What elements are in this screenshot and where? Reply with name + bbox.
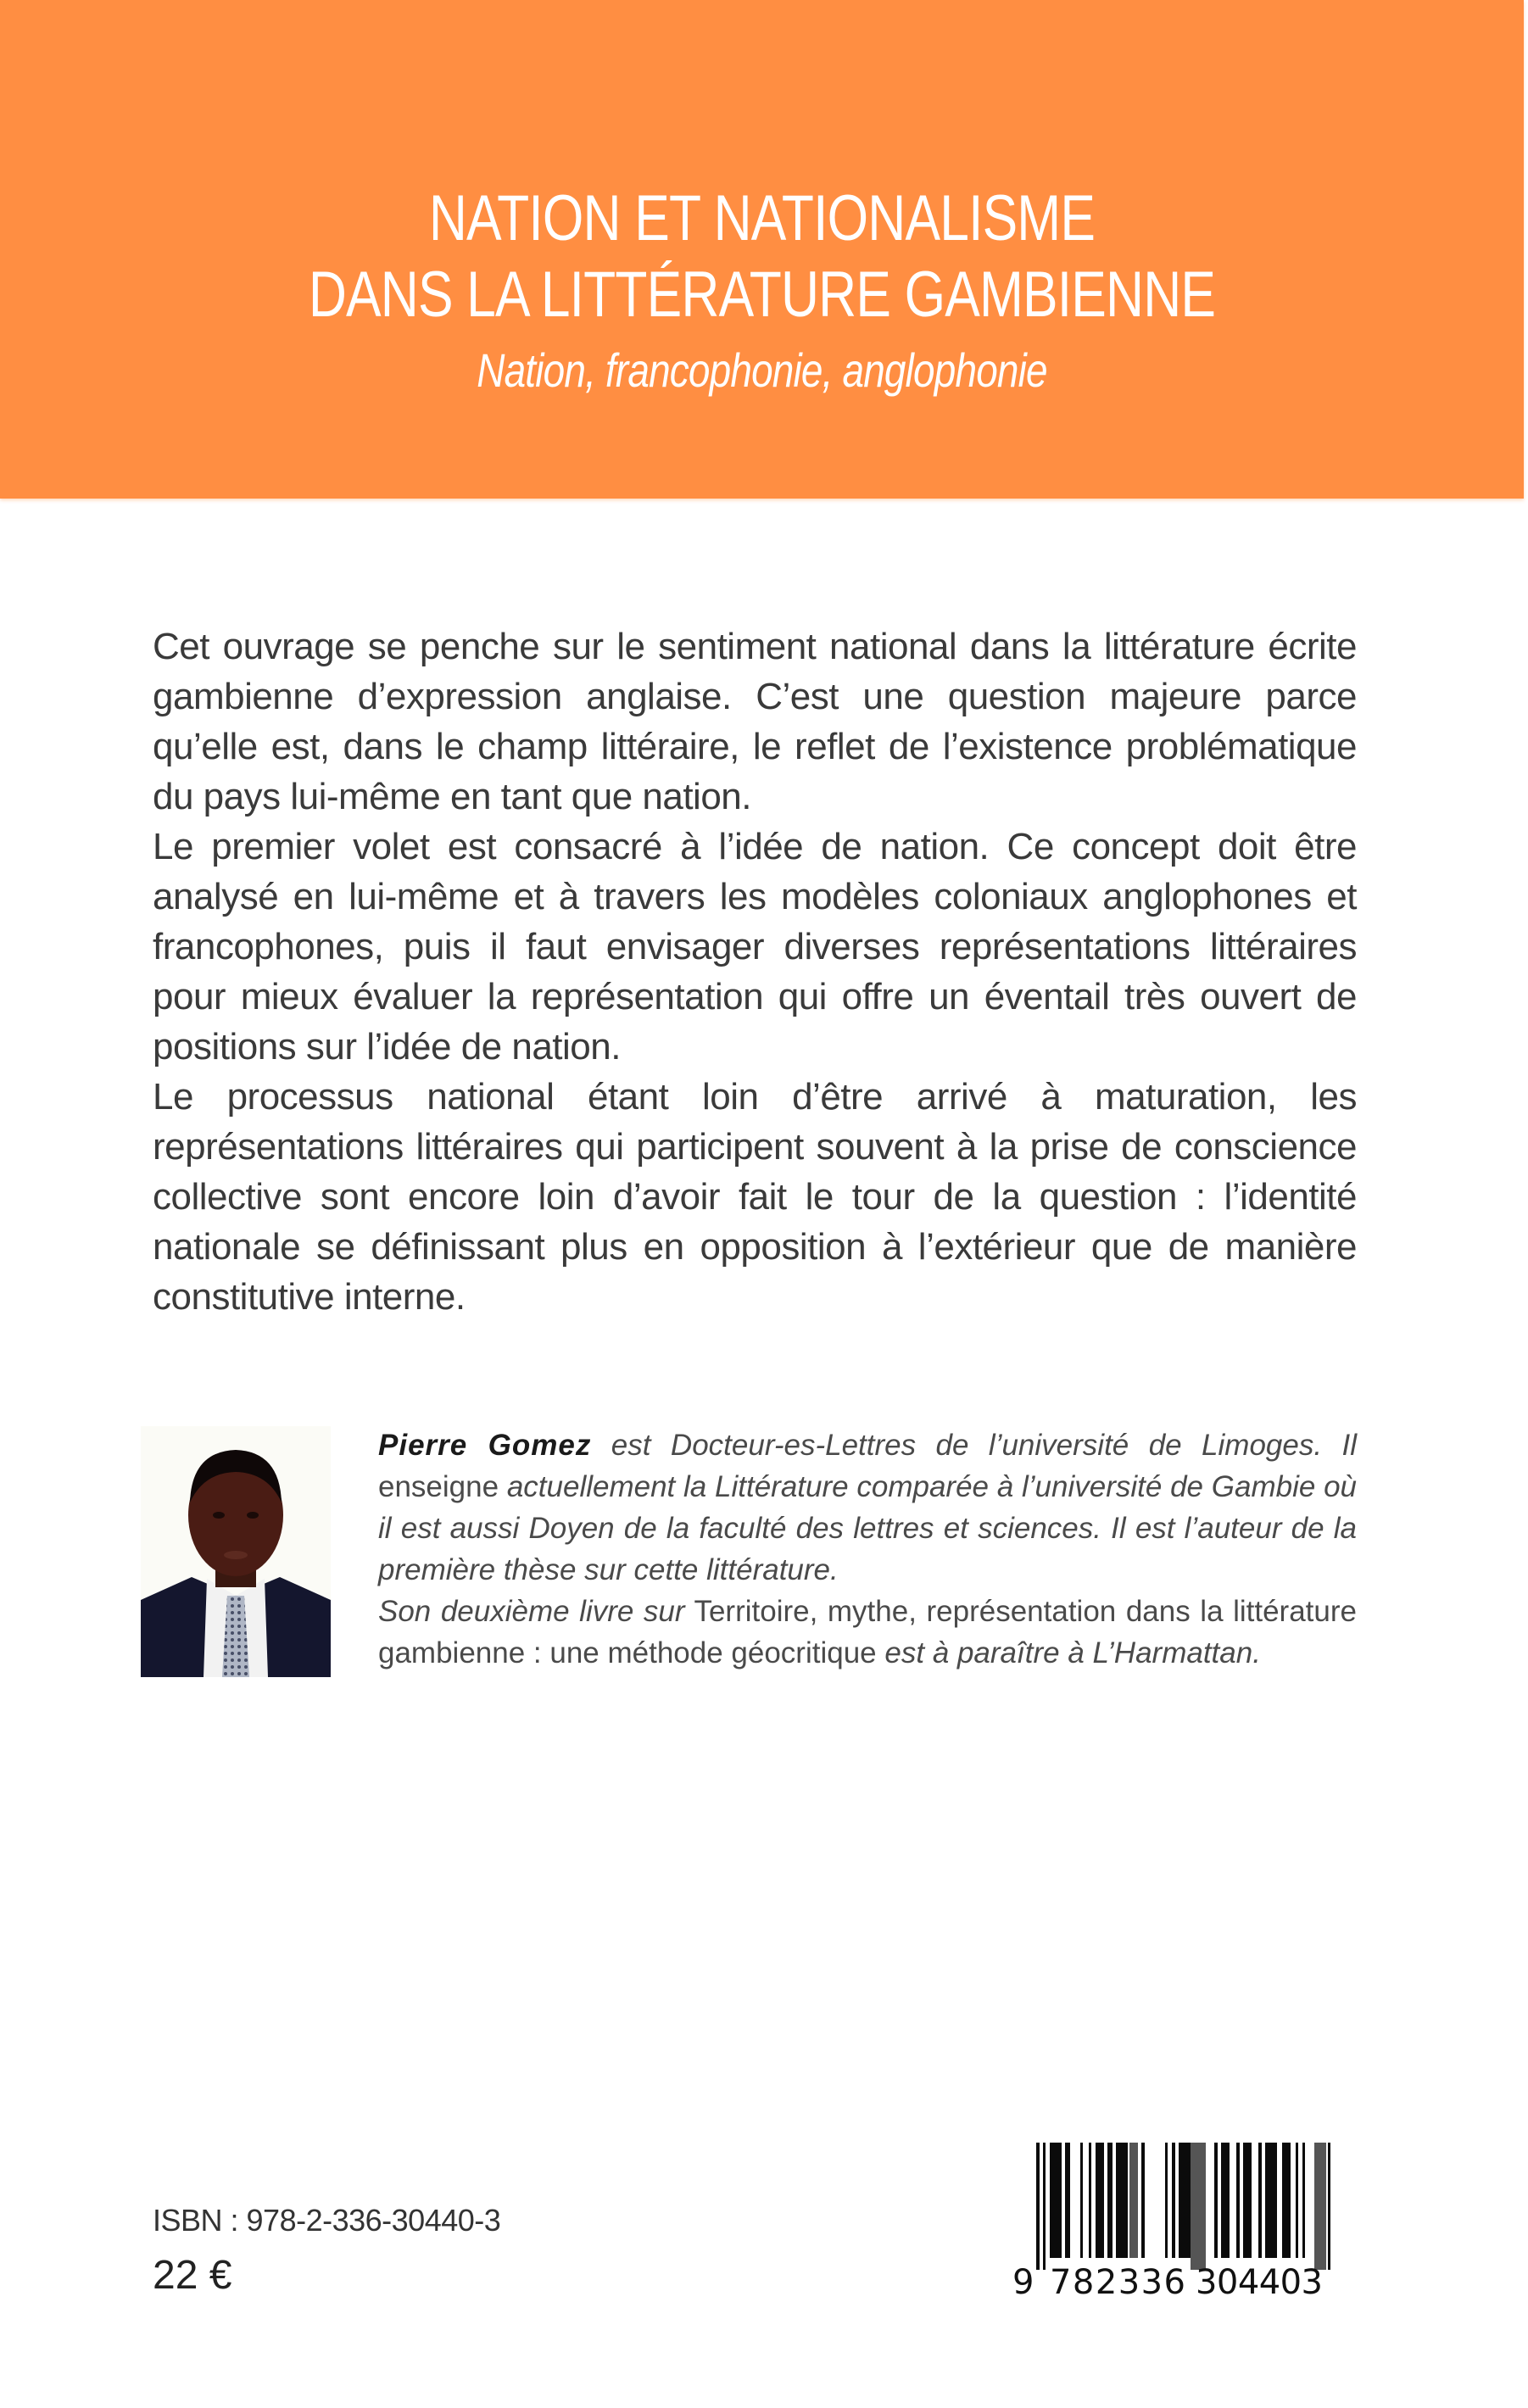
isbn: ISBN : 978-2-336-30440-3	[153, 2203, 501, 2238]
bio-text: actuellement la Littérature comparée à l’université de Gambie où il est aussi Doyen de la faculté des lettres et sciences. Il est l’auteur de la première thèse sur cette littérature.	[378, 1470, 1357, 1586]
barcode-digits-right: 304403	[1196, 2263, 1323, 2302]
book-title-line2: DANS LA LITTÉRATURE GAMBIENNE	[308, 259, 1216, 331]
book-subtitle: Nation, francophonie, anglophonie	[477, 343, 1047, 397]
barcode-digits-left: 782336	[1050, 2263, 1185, 2302]
author-photo	[141, 1426, 331, 1677]
bio-text: enseigne	[378, 1470, 499, 1503]
second-book-title: Territoire, mythe, représentation dans la littérature gambienne : une méthode géocritique	[378, 1595, 1357, 1669]
author-bio	[378, 1424, 1357, 1674]
barcode-digit-first: 9	[1012, 2263, 1034, 2302]
book-title-line1: NATION ET NATIONALISME	[428, 182, 1096, 254]
barcode	[1007, 2143, 1363, 2304]
barcode-icon	[1007, 2143, 1363, 2304]
cover-header-band	[0, 0, 1524, 499]
author-portrait-icon	[141, 1426, 331, 1677]
author-name: Pierre Gomez	[378, 1429, 592, 1462]
price: 22 €	[153, 2253, 232, 2298]
bio-text: est Docteur-es-Lettres de l’université de Limoges. Il	[591, 1429, 1357, 1462]
summary-paragraph: Cet ouvrage se penche sur le sentiment national dans la littérature écrite gambienne d’expression anglaise. C’est une question majeure parce qu’elle est, dans le champ littéraire, le reflet de l’existence problématique du pays lui-même en tant que nation.	[153, 626, 1357, 817]
bio-text: est à paraître à L’Harmattan.	[876, 1636, 1261, 1669]
back-cover-summary	[153, 622, 1357, 1322]
summary-paragraph: Le processus national étant loin d’être arrivé à maturation, les représentations littéraires qui participent souvent à la prise de conscience collective sont encore loin d’avoir fait le tour de la question : l’identité nationale se définissant plus en opposition à l’extérieur que de manière constitutive interne.	[153, 1076, 1357, 1318]
summary-paragraph: Le premier volet est consacré à l’idée de nation. Ce concept doit être analysé en lui-même et à travers les modèles coloniaux anglophones et francophones, puis il faut envisager diverses représentations littéraires pour mieux évaluer la représentation qui offre un éventail très ouvert de positions sur l’idée de nation.	[153, 826, 1357, 1067]
bio-text: Son deuxième livre sur	[378, 1595, 685, 1628]
